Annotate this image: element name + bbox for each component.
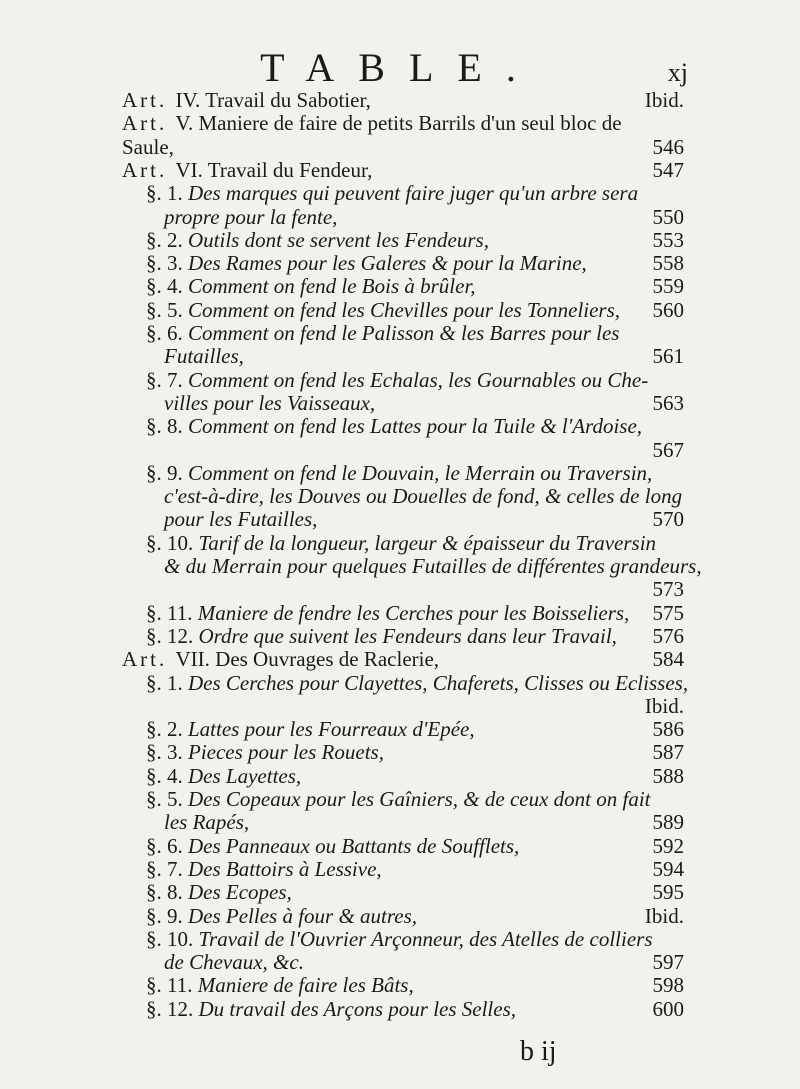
entry-text [146, 251, 587, 275]
section-number: §. 12. [146, 623, 199, 648]
section-title: Des Ecopes, [188, 880, 292, 905]
page-number: 563 [652, 390, 684, 415]
continuation-text: & du Merrain pour quelques Futailles de différentes grandeurs, [164, 554, 702, 578]
section-entry [0, 764, 800, 788]
page-header [0, 44, 800, 94]
article-title: IV. Travail du Sabotier, [175, 88, 371, 112]
continuation-text: propre pour la fente, [164, 204, 338, 229]
section-title: Maniere de fendre les Cerches pour les Boisseliers, [197, 600, 630, 625]
entry-continuation [0, 810, 800, 834]
section-number: §. 11. [146, 600, 198, 625]
entry-text [146, 834, 519, 858]
section-title: Comment on fend le Douvain, le Merrain ou Traversin, [188, 460, 653, 485]
section-number: §. 6. [146, 321, 188, 345]
section-number: §. 10. [146, 530, 199, 555]
folio-number: xj [667, 58, 688, 87]
entry-text [146, 671, 688, 695]
article-label: Art. [122, 157, 176, 182]
article-entry [0, 647, 800, 671]
continuation-text: les Rapés, [164, 810, 250, 835]
page-number: 561 [652, 344, 684, 369]
section-number: §. 9. [146, 460, 188, 485]
page-number: 589 [652, 810, 684, 835]
page-number: 576 [652, 623, 684, 648]
entry-text [146, 787, 651, 811]
page-number: 553 [652, 227, 684, 252]
section-number: §. 9. [146, 903, 188, 928]
section-title: Maniere de faire les Bâts, [197, 973, 414, 998]
section-title: Des Pelles à four & autres, [188, 903, 418, 928]
entry-text [146, 904, 417, 928]
entry-continuation [0, 205, 800, 229]
section-number: §. 1. [146, 181, 188, 206]
entry-text [146, 414, 642, 438]
page-number: Ibid. [644, 903, 684, 928]
section-title: Des Layettes, [188, 763, 302, 788]
section-number: §. 7. [146, 856, 188, 881]
section-number: §. 3. [146, 740, 188, 765]
article-label: Art. [122, 88, 176, 112]
section-title: Lattes pour les Fourreaux d'Epée, [188, 717, 475, 742]
section-entry [0, 857, 800, 881]
page-number: 584 [652, 647, 684, 672]
page-number: 598 [652, 973, 684, 998]
entry-text [146, 274, 476, 298]
article-entry [0, 111, 800, 135]
continuation-text: Saule, [122, 134, 174, 159]
section-entry [0, 274, 800, 298]
section-title: Des Panneaux ou Battants de Soufflets, [188, 833, 520, 858]
page-number: 550 [652, 204, 684, 229]
entry-text [146, 740, 384, 764]
entry-text [146, 624, 617, 648]
article-label: Art. [122, 647, 176, 672]
section-title: Des Cerches pour Clayettes, Chaferets, Clisses ou Eclisses, [188, 670, 689, 695]
article-entry [0, 158, 800, 182]
page-number: 592 [652, 833, 684, 858]
section-title: Tarif de la longueur, largeur & épaisseur du Traversin [198, 530, 657, 555]
entry-text [146, 857, 382, 881]
section-title: Outils dont se servent les Fendeurs, [188, 227, 489, 252]
continuation-text: de Chevaux, &c. [164, 950, 304, 975]
section-entry [0, 321, 800, 345]
page-number: 558 [652, 251, 684, 276]
page-title: TABLE. [260, 45, 540, 90]
section-title: Du travail des Arçons pour les Selles, [198, 996, 517, 1021]
entry-text [146, 717, 475, 741]
section-title: Travail de l'Ouvrier Arçonneur, des Atelles de colliers [198, 926, 653, 951]
section-entry [0, 740, 800, 764]
entry-text [122, 88, 371, 112]
page-number: 594 [652, 856, 684, 881]
entry-text [164, 507, 317, 531]
section-entry [0, 973, 800, 997]
page-number: Ibid. [644, 693, 684, 718]
section-entry [0, 414, 800, 438]
page-number: 560 [652, 297, 684, 322]
section-number: §. 8. [146, 880, 188, 905]
entry-text [146, 927, 653, 951]
entry-text [146, 228, 489, 252]
section-entry [0, 997, 800, 1021]
entry-text [146, 321, 619, 345]
entry-continuation [0, 484, 800, 508]
entry-continuation [0, 438, 800, 462]
entry-text [146, 531, 656, 555]
section-entry [0, 927, 800, 951]
article-label: Art. [122, 111, 176, 136]
entry-text [164, 554, 702, 578]
section-number: §. 7. [146, 367, 188, 392]
entry-text [122, 647, 439, 671]
entry-continuation [0, 135, 800, 159]
entry-text [164, 344, 244, 368]
entry-text [122, 111, 622, 135]
page-number: 575 [652, 600, 684, 625]
entry-text [146, 461, 652, 485]
entry-text [146, 997, 516, 1021]
article-title: VI. Travail du Fendeur, [175, 157, 373, 182]
page-number: 586 [652, 717, 684, 742]
section-title: Comment on fend le Bois à brûler, [188, 274, 476, 299]
entry-text [146, 880, 292, 904]
page-number: 573 [652, 577, 684, 602]
entry-text [146, 181, 638, 205]
section-title: Pieces pour les Rouets, [188, 740, 384, 765]
article-entry [0, 88, 800, 112]
section-title: Des Copeaux pour les Gaîniers, & de ceux dont on fait [188, 787, 651, 811]
entry-text [146, 973, 414, 997]
section-entry [0, 601, 800, 625]
entry-continuation [0, 577, 800, 601]
section-title: Comment on fend les Chevilles pour les Tonneliers, [188, 297, 621, 322]
article-title: VII. Des Ouvrages de Raclerie, [175, 647, 440, 672]
section-entry [0, 717, 800, 741]
section-number: §. 5. [146, 297, 188, 322]
section-entry [0, 368, 800, 392]
section-number: §. 6. [146, 833, 188, 858]
section-entry [0, 834, 800, 858]
entry-text [146, 601, 629, 625]
continuation-text: c'est-à-dire, les Douves ou Douelles de fond, & celles de long [164, 484, 683, 509]
entry-text [164, 205, 337, 229]
entry-continuation [0, 344, 800, 368]
page-number: 570 [652, 507, 684, 532]
entry-text [146, 298, 620, 322]
section-number: §. 3. [146, 251, 188, 276]
entry-text [146, 764, 301, 788]
section-title: Comment on fend les Lattes pour la Tuile & l'Ardoise, [188, 414, 643, 439]
page-number: 600 [652, 996, 684, 1021]
section-title: Comment on fend les Echalas, les Gournables ou Che- [188, 367, 649, 392]
section-title: Des Battoirs à Lessive, [188, 856, 382, 881]
section-number: §. 4. [146, 763, 188, 788]
section-number: §. 2. [146, 227, 188, 252]
entry-text [122, 135, 174, 159]
page-number: 595 [652, 880, 684, 905]
page-number: 546 [652, 134, 684, 159]
section-number: §. 8. [146, 414, 188, 439]
section-entry [0, 298, 800, 322]
entry-text [164, 484, 682, 508]
page-number: 588 [652, 763, 684, 788]
section-entry [0, 461, 800, 485]
page-number: 587 [652, 740, 684, 765]
section-entry [0, 181, 800, 205]
section-entry [0, 880, 800, 904]
entry-text [164, 810, 249, 834]
page-number: 559 [652, 274, 684, 299]
section-entry [0, 251, 800, 275]
section-number: §. 2. [146, 717, 188, 742]
section-title: Des marques qui peuvent faire juger qu'un arbre sera [188, 181, 639, 206]
section-title: Ordre que suivent les Fendeurs dans leur Travail, [198, 623, 617, 648]
page-number: 567 [652, 437, 684, 462]
entry-text [146, 368, 648, 392]
entry-continuation [0, 554, 800, 578]
section-number: §. 1. [146, 670, 188, 695]
section-entry [0, 787, 800, 811]
section-number: §. 11. [146, 973, 198, 998]
page-number: 597 [652, 950, 684, 975]
page-number: 547 [652, 157, 684, 182]
section-entry [0, 531, 800, 555]
section-entry [0, 904, 800, 928]
continuation-text: Futailles, [164, 344, 244, 369]
section-entry [0, 624, 800, 648]
signature-mark: b ij [520, 1036, 557, 1067]
entry-text [122, 158, 372, 182]
entry-continuation [0, 391, 800, 415]
section-number: §. 5. [146, 787, 188, 811]
continuation-text: pour les Futailles, [164, 507, 318, 532]
section-title: Des Rames pour les Galeres & pour la Marine, [188, 251, 587, 276]
section-entry [0, 671, 800, 695]
section-number: §. 10. [146, 926, 199, 951]
entry-continuation [0, 694, 800, 718]
page-number: Ibid. [644, 88, 684, 112]
section-number: §. 12. [146, 996, 199, 1021]
section-number: §. 4. [146, 274, 188, 299]
article-title: V. Maniere de faire de petits Barrils d'un seul bloc de [175, 111, 622, 136]
entry-continuation [0, 507, 800, 531]
entry-continuation [0, 950, 800, 974]
entry-text [164, 950, 304, 974]
section-entry [0, 228, 800, 252]
entry-text [164, 391, 375, 415]
continuation-text: villes pour les Vaisseaux, [164, 390, 376, 415]
section-title: Comment on fend le Palisson & les Barres pour les [188, 321, 620, 345]
